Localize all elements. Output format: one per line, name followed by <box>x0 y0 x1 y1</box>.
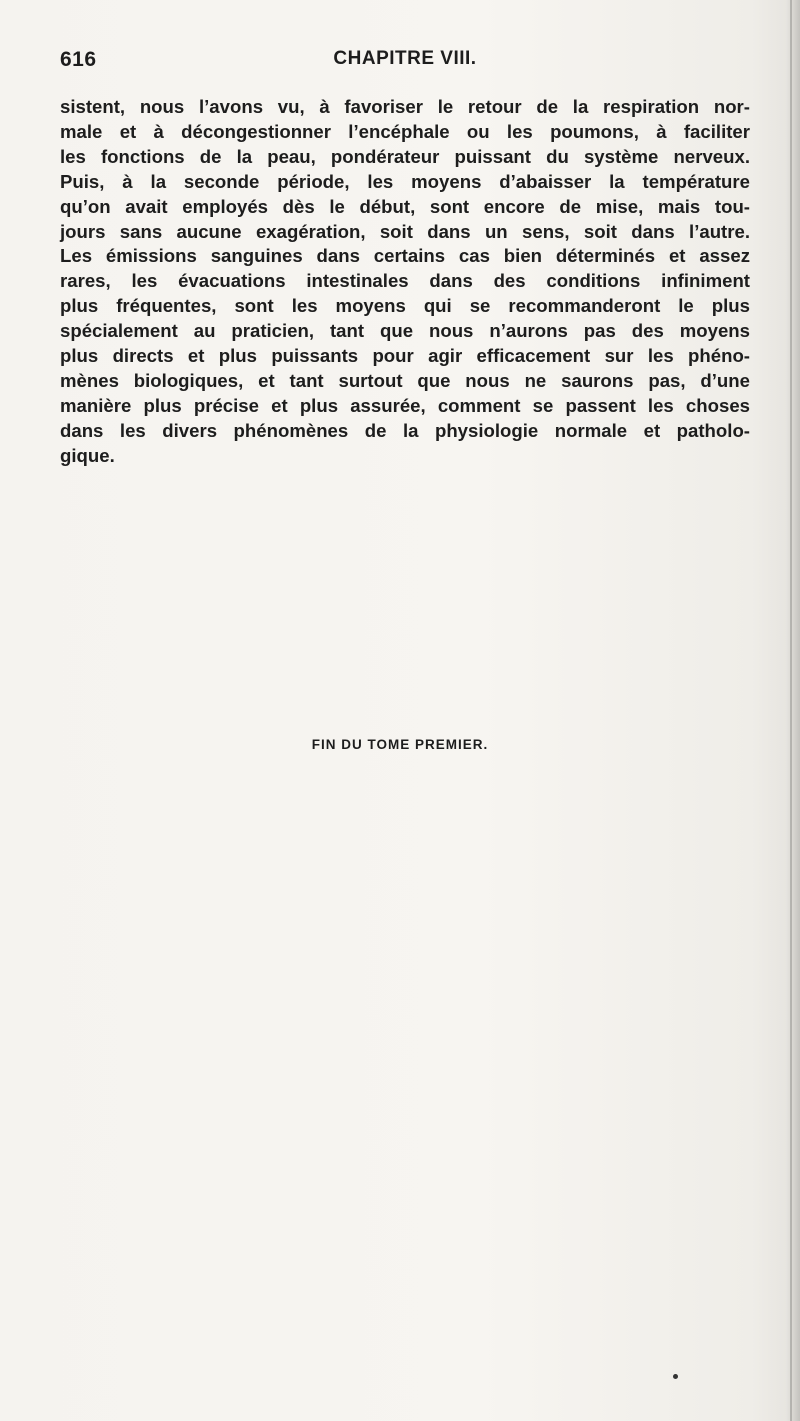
end-of-volume-note: FIN DU TOME PREMIER. <box>311 737 489 752</box>
running-head: CHAPITRE VIII. <box>333 48 477 69</box>
text-line: manière plus précise et plus assurée, comment se passent les choses <box>60 394 750 416</box>
page-header <box>60 48 750 78</box>
text-line: gique. <box>60 444 115 466</box>
text-line: qu’on avait employés dès le début, sont encore de mise, mais tou- <box>60 195 750 217</box>
text-line: spécialement au praticien, tant que nous n’aurons pas des moyens <box>60 320 750 342</box>
text-line: dans les divers phénomènes de la physiologie normale et patholo- <box>60 419 750 441</box>
body-paragraph <box>60 95 750 469</box>
text-line: plus directs et plus puissants pour agir efficacement sur les phéno- <box>60 345 750 367</box>
text-line: Les émissions sanguines dans certains cas bien déterminés et assez <box>60 245 750 267</box>
text-line: sistent, nous l’avons vu, à favoriser le retour de la respiration nor- <box>60 96 750 117</box>
ink-speck <box>673 1374 678 1379</box>
text-line: Puis, à la seconde période, les moyens d’abaisser la température <box>60 170 750 192</box>
text-line: plus fréquentes, sont les moyens qui se recommanderont le plus <box>60 295 750 317</box>
page-edge-line <box>790 0 792 1421</box>
text-line: jours sans aucune exagération, soit dans un sens, soit dans l’autre. <box>60 220 750 242</box>
text-line: rares, les évacuations intestinales dans des conditions infiniment <box>60 270 750 292</box>
text-line: les fonctions de la peau, pondérateur puissant du système nerveux. <box>60 145 750 167</box>
page-edge-shadow <box>786 0 800 1421</box>
text-line: male et à décongestionner l’encéphale ou les poumons, à faciliter <box>60 120 750 142</box>
text-line: mènes biologiques, et tant surtout que nous ne saurons pas, d’une <box>60 369 750 391</box>
page-number: 616 <box>60 48 97 71</box>
